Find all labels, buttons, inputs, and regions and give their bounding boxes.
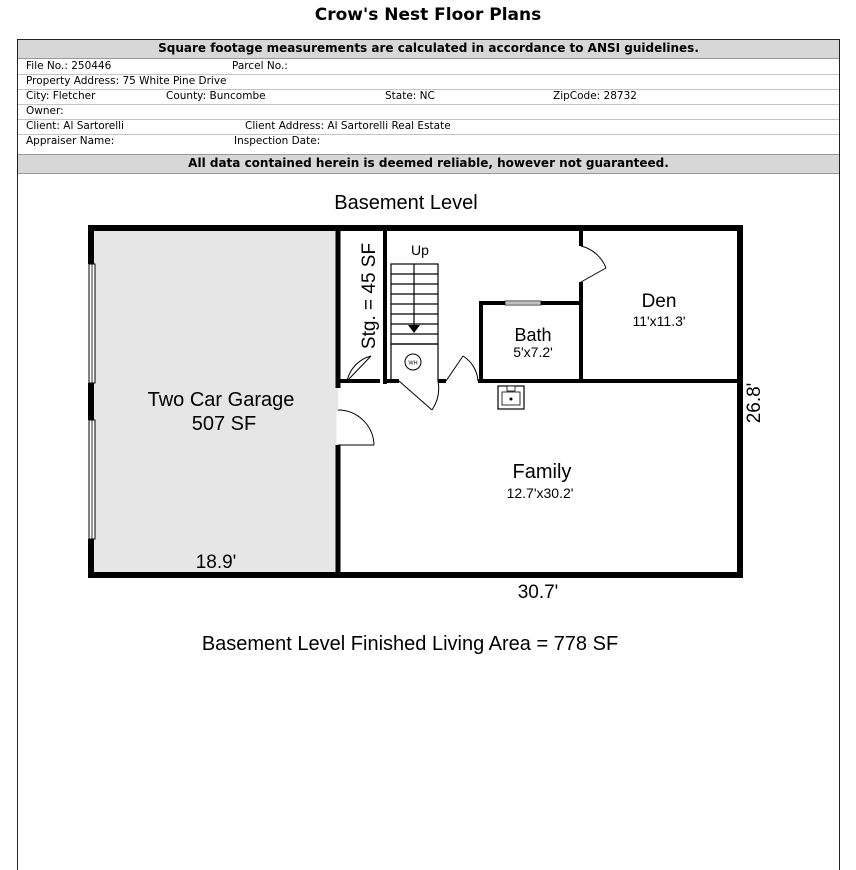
inspection-date: Inspection Date: <box>234 135 321 147</box>
water-heater-label: WH <box>408 360 418 367</box>
den-dimensions: 11'x11.3' <box>632 313 686 329</box>
garage-window-lower <box>89 420 95 539</box>
state: State: NC <box>385 90 435 102</box>
client: Client: Al Sartorelli <box>26 120 124 132</box>
family-dimensions: 12.7'x30.2' <box>506 485 574 501</box>
garage-area: 507 SF <box>191 413 257 435</box>
garage-width-dimension: 18.9' <box>195 552 237 573</box>
zip-code: ZipCode: 28732 <box>553 90 637 102</box>
page-title: Crow's Nest Floor Plans <box>314 5 542 25</box>
parcel-no: Parcel No.: <box>232 60 288 72</box>
property-address: Property Address: 75 White Pine Drive <box>26 75 227 87</box>
storage-label: Stg. = 45 SF <box>359 242 380 350</box>
den-name: Den <box>641 291 677 312</box>
sink-icon <box>498 386 524 409</box>
bath-dimensions: 5'x7.2' <box>513 344 553 360</box>
level-title: Basement Level <box>334 192 478 214</box>
garage-window-upper <box>89 264 95 383</box>
living-area-total: Basement Level Finished Living Area = 778 SF <box>201 633 619 655</box>
file-no: File No.: 250446 <box>26 60 112 72</box>
overall-width-dimension: 30.7' <box>517 582 559 603</box>
disclaimer: All data contained herein is deemed reliable, however not guaranteed. <box>18 154 839 174</box>
city: City: Fletcher <box>26 90 96 102</box>
owner: Owner: <box>26 105 64 117</box>
bath-pocket-door <box>505 301 541 305</box>
family-name: Family <box>512 461 572 483</box>
bath-name: Bath <box>514 325 552 345</box>
overall-depth-dimension: 26.8' <box>744 382 765 424</box>
garage-name: Two Car Garage <box>147 389 295 411</box>
ansi-notice: Square footage measurements are calculated in accordance to ANSI guidelines. <box>18 40 839 59</box>
appraiser-name: Appraiser Name: <box>26 135 115 147</box>
client-address: Client Address: Al Sartorelli Real Estate <box>245 120 451 132</box>
county: County: Buncombe <box>166 90 266 102</box>
stairs-up-label: Up <box>411 242 429 258</box>
interior-walls <box>338 228 740 578</box>
